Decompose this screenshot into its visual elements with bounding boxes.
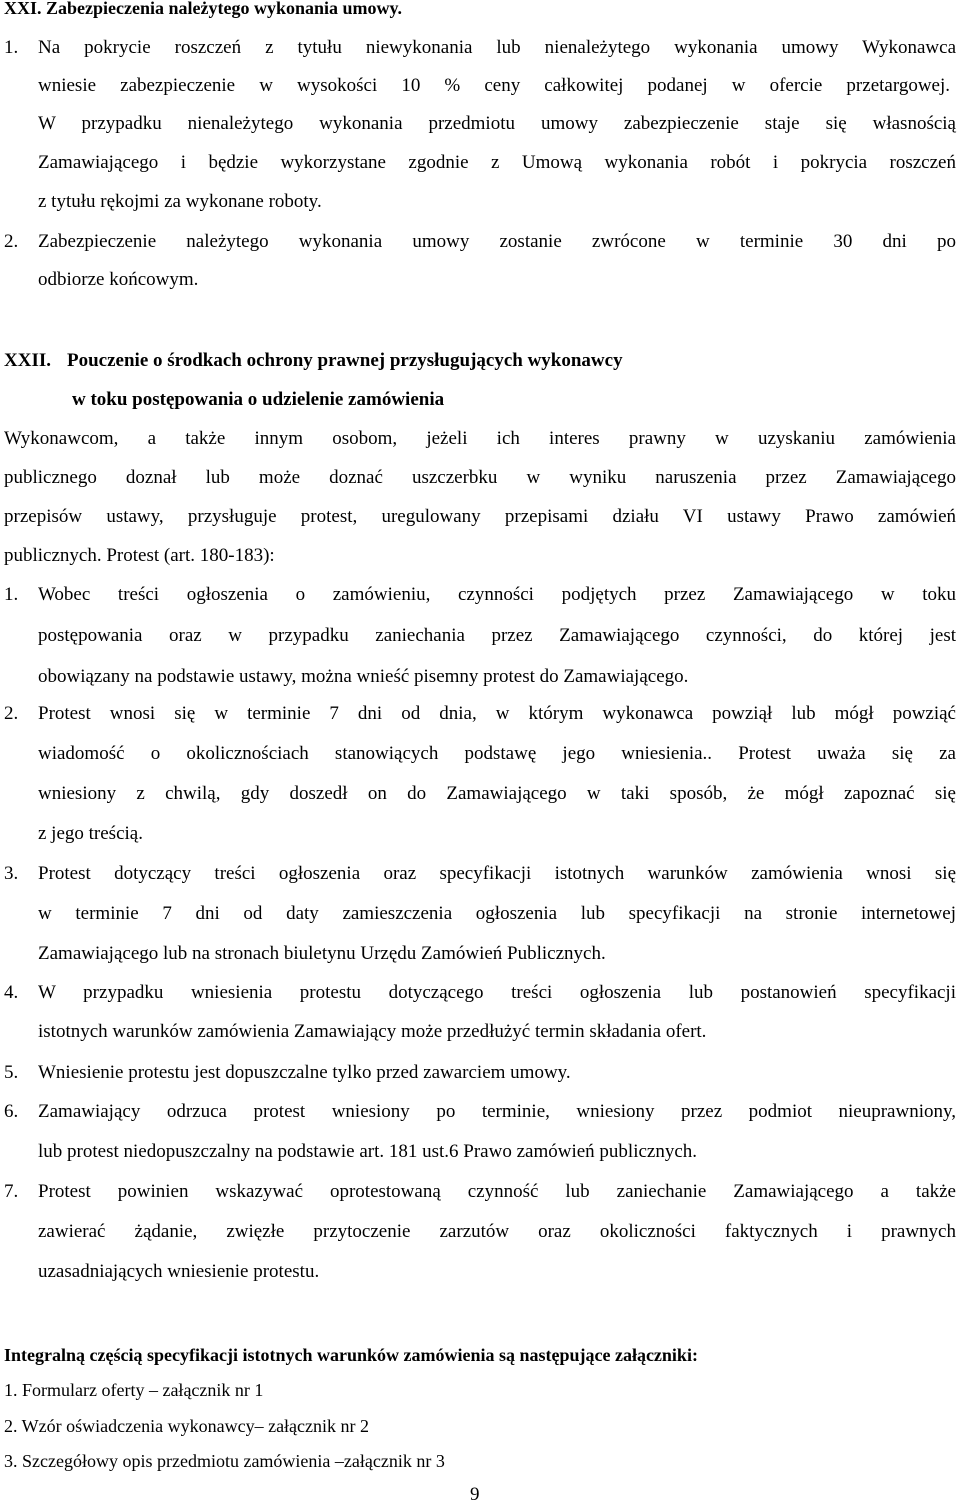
paragraph-line: uzasadniających wniesienie protestu. [38, 1261, 320, 1282]
list-number: 1. [4, 37, 19, 58]
section-21-title: XXI. Zabezpieczenia należytego wykonania umowy. [4, 0, 402, 18]
paragraph-line: W przypadku nienależytego wykonania przedmiotu umowy zabezpieczenie staje się własnością [38, 113, 956, 134]
paragraph-line: postępowania oraz w przypadku zaniechania przez Zamawiającego czynności, do której jest [38, 625, 956, 646]
paragraph-line: z tytułu rękojmi za wykonane roboty. [38, 191, 322, 212]
paragraph-line: Protest powinien wskazywać oprotestowaną czynność lub zaniechanie Zamawiającego a także [38, 1181, 956, 1202]
attachments-heading: Integralną częścią specyfikacji istotnych warunków zamówienia są następujące załączniki: [4, 1345, 698, 1365]
paragraph-line: z jego treścią. [38, 823, 143, 844]
paragraph-line: Wobec treści ogłoszenia o zamówieniu, czynności podjętych przez Zamawiającego w toku [38, 584, 956, 605]
paragraph-line: Zamawiającego lub na stronach biuletynu Urzędu Zamówień Publicznych. [38, 943, 606, 964]
paragraph-line: lub protest niedopuszczalny na podstawie art. 181 ust.6 Prawo zamówień publicznych. [38, 1141, 698, 1162]
list-number: 2. [4, 231, 19, 252]
attachment-item: 1. Formularz oferty – załącznik nr 1 [4, 1380, 264, 1400]
list-number: 5. [4, 1062, 19, 1083]
paragraph-line: Zamawiający odrzuca protest wniesiony po terminie, wniesiony przez podmiot nieuprawniony, [38, 1101, 956, 1122]
paragraph-line: Protest dotyczący treści ogłoszenia oraz specyfikacji istotnych warunków zamówienia wnosi się [38, 863, 956, 884]
page-number: 9 [470, 1484, 480, 1505]
paragraph-line: W przypadku wniesienia protestu dotyczącego treści ogłoszenia lub postanowień specyfikacji [38, 982, 956, 1003]
attachment-item: 2. Wzór oświadczenia wykonawcy– załącznik nr 2 [4, 1416, 370, 1436]
paragraph-line: Zabezpieczenie należytego wykonania umowy zostanie zwrócone w terminie 30 dni po [38, 231, 956, 252]
paragraph-line: publicznych. Protest (art. 180-183): [4, 545, 275, 566]
list-number: 2. [4, 703, 19, 724]
paragraph-line: Na pokrycie roszczeń z tytułu niewykonania lub nienależytego wykonania umowy Wykonawca [38, 37, 956, 58]
section-22-title: Pouczenie o środkach ochrony prawnej przysługujących wykonawcy [67, 350, 623, 371]
list-number: 7. [4, 1181, 19, 1202]
paragraph-line: wniesie zabezpieczenie w wysokości 10 % ceny całkowitej podanej w ofercie przetargowej. [38, 75, 950, 96]
attachment-item: 3. Szczegółowy opis przedmiotu zamówienia –załącznik nr 3 [4, 1451, 445, 1471]
paragraph-line: przepisów ustawy, przysługuje protest, uregulowany przepisami działu VI ustawy Prawo zamówień [4, 506, 956, 527]
paragraph-line: publicznego doznał lub może doznać uszczerbku w wyniku naruszenia przez Zamawiającego [4, 467, 956, 488]
list-number: 4. [4, 982, 19, 1003]
paragraph-line: odbiorze końcowym. [38, 269, 199, 290]
list-number: 6. [4, 1101, 19, 1122]
section-22-subtitle: w toku postępowania o udzielenie zamówienia [72, 389, 445, 410]
paragraph-line: obowiązany na podstawie ustawy, można wnieść pisemny protest do Zamawiającego. [38, 666, 689, 687]
section-22-number: XXII. [4, 350, 51, 371]
paragraph-line: wniesiony z chwilą, gdy doszedł on do Zamawiającego w taki sposób, że mógł zapoznać się [38, 783, 956, 804]
paragraph-line: istotnych warunków zamówienia Zamawiający może przedłużyć termin składania ofert. [38, 1021, 707, 1042]
paragraph-line: zawierać żądanie, zwięzłe przytoczenie zarzutów oraz okoliczności faktycznych i prawnych [38, 1221, 956, 1242]
paragraph-line: Wykonawcom, a także innym osobom, jeżeli ich interes prawny w uzyskaniu zamówienia [4, 428, 956, 449]
paragraph-line: Zamawiającego i będzie wykorzystane zgodnie z Umową wykonania robót i pokrycia roszczeń [38, 152, 956, 173]
paragraph-line: Wniesienie protestu jest dopuszczalne tylko przed zawarciem umowy. [38, 1062, 571, 1083]
list-number: 3. [4, 863, 19, 884]
paragraph-line: wiadomość o okolicznościach stanowiących podstawę jego wniesienia.. Protest uważa się za [38, 743, 956, 764]
paragraph-line: Protest wnosi się w terminie 7 dni od dnia, w którym wykonawca powziął lub mógł powziąć [38, 703, 956, 724]
paragraph-line: w terminie 7 dni od daty zamieszczenia ogłoszenia lub specyfikacji na stronie internetowej [38, 903, 956, 924]
list-number: 1. [4, 584, 19, 605]
